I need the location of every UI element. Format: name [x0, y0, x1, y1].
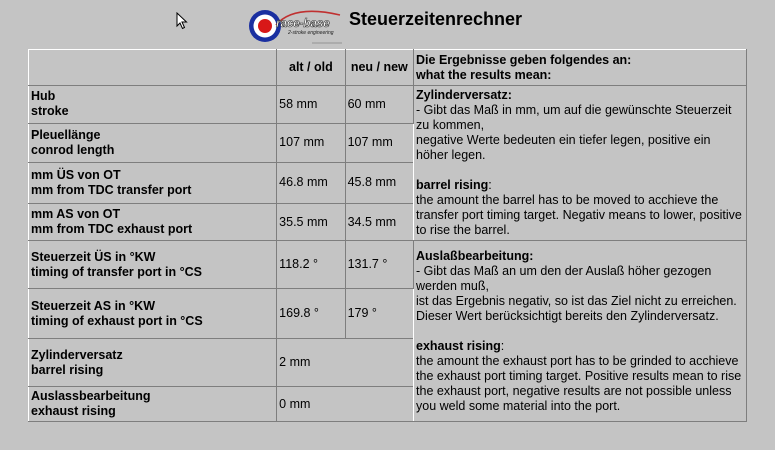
info-barrel-rising	[414, 86, 747, 241]
header-row	[29, 50, 747, 86]
row-label	[29, 204, 277, 241]
page-title: Steuerzeitenrechner	[349, 9, 523, 29]
info-intro-en: what the results mean:	[416, 67, 552, 82]
row-label	[29, 339, 277, 387]
info-intro-de: Die Ergebnisse geben folgendes an:	[416, 52, 632, 67]
page-header	[248, 6, 548, 46]
calculator-table	[28, 49, 747, 422]
label-en: stroke	[31, 104, 69, 119]
label-de: Steuerzeit ÜS in °KW	[31, 249, 156, 264]
exhaust-mm-new-value: 34.5 mm	[345, 204, 413, 241]
label-de: mm AS von OT	[31, 207, 121, 221]
row-label	[29, 387, 277, 422]
transfer-mm-old-value: 46.8 mm	[277, 162, 345, 203]
label-de: Steuerzeit AS in °KW	[31, 298, 155, 313]
info-exhaust-text-en: the amount the exhaust port has to be grinded to acchieve the exhaust port timing target. Positive results mean to rise the exhaust port, negative results are not possible unless you weld some material into the port.	[416, 353, 742, 413]
info-barrel-text-de-2: negative Werte bedeuten ein tiefer legen, positive ein höher legen.	[416, 133, 711, 162]
label-de: Zylinderversatz	[31, 347, 123, 362]
info-exhaust-title-en-colon: :	[500, 338, 505, 353]
svg-text:race-base: race-base	[276, 18, 330, 30]
header-new: neu / new	[345, 50, 413, 86]
barrel-rising-value: 2 mm	[277, 339, 414, 387]
info-barrel-text-en: the amount the barrel has to be moved to acchieve the transfer port timing target. Negativ means to lower, positive to rise the barrel.	[416, 193, 742, 237]
row-label	[29, 123, 277, 162]
conrod-new-value: 107 mm	[345, 123, 413, 162]
exhaust-rising-value: 0 mm	[277, 387, 414, 422]
exhaust-mm-old-value: 35.5 mm	[277, 204, 345, 241]
header-old: alt / old	[277, 50, 345, 86]
transfer-mm-new-value: 45.8 mm	[345, 162, 413, 203]
exhaust-timing-old-value: 169.8 °	[277, 289, 345, 339]
label-en: mm from TDC exhaust port	[31, 222, 193, 236]
info-exhaust-title-de: Auslaßbearbeitung:	[416, 248, 534, 263]
table-row-transfer-timing	[29, 241, 747, 289]
info-exhaust-text-de-2: ist das Ergebnis negativ, so ist das Ziel nicht zu erreichen.	[416, 293, 737, 308]
exhaust-timing-new-value: 179 °	[345, 289, 413, 339]
stroke-new-value: 60 mm	[345, 86, 413, 124]
label-en: timing of transfer port in °CS	[31, 264, 202, 279]
table-row-stroke	[29, 86, 747, 124]
mouse-cursor-icon	[176, 12, 188, 30]
conrod-old-value: 107 mm	[277, 123, 345, 162]
race-base-logo	[248, 6, 344, 46]
header-empty-cell	[29, 50, 277, 86]
transfer-timing-old-value: 118.2 °	[277, 241, 345, 289]
row-label	[29, 241, 277, 289]
info-exhaust-text-de-1: - Gibt das Maß an um den der Auslaß höher gezogen werden muß,	[416, 263, 712, 293]
transfer-timing-new-value: 131.7 °	[345, 241, 413, 289]
svg-text:2-stroke engineering: 2-stroke engineering	[288, 30, 334, 36]
label-de: Pleuellänge	[31, 127, 101, 142]
info-barrel-text-de-1: - Gibt das Maß in mm, um auf die gewünschte Steuerzeit zu kommen,	[416, 103, 732, 132]
info-exhaust-title-en: exhaust rising	[416, 338, 501, 353]
row-label	[29, 86, 277, 124]
label-en: timing of exhaust port in °CS	[31, 313, 203, 328]
label-en: barrel rising	[31, 362, 104, 377]
info-exhaust-text-de-3: Dieser Wert berücksichtigt bereits den Zylinderversatz.	[416, 308, 719, 323]
info-exhaust-rising	[414, 241, 747, 422]
stroke-old-value: 58 mm	[277, 86, 345, 124]
info-barrel-title-en: barrel rising	[416, 178, 489, 192]
info-intro	[414, 50, 747, 86]
label-de: Hub	[31, 89, 56, 104]
row-label	[29, 162, 277, 203]
info-barrel-title-en-colon: :	[488, 178, 492, 192]
label-en: mm from TDC transfer port	[31, 182, 192, 197]
info-barrel-title-de: Zylinderversatz:	[416, 88, 512, 102]
row-label	[29, 289, 277, 339]
label-de: Auslassbearbeitung	[31, 389, 151, 403]
label-de: mm ÜS von OT	[31, 167, 121, 182]
label-en: conrod length	[31, 142, 115, 157]
label-en: exhaust rising	[31, 404, 116, 418]
